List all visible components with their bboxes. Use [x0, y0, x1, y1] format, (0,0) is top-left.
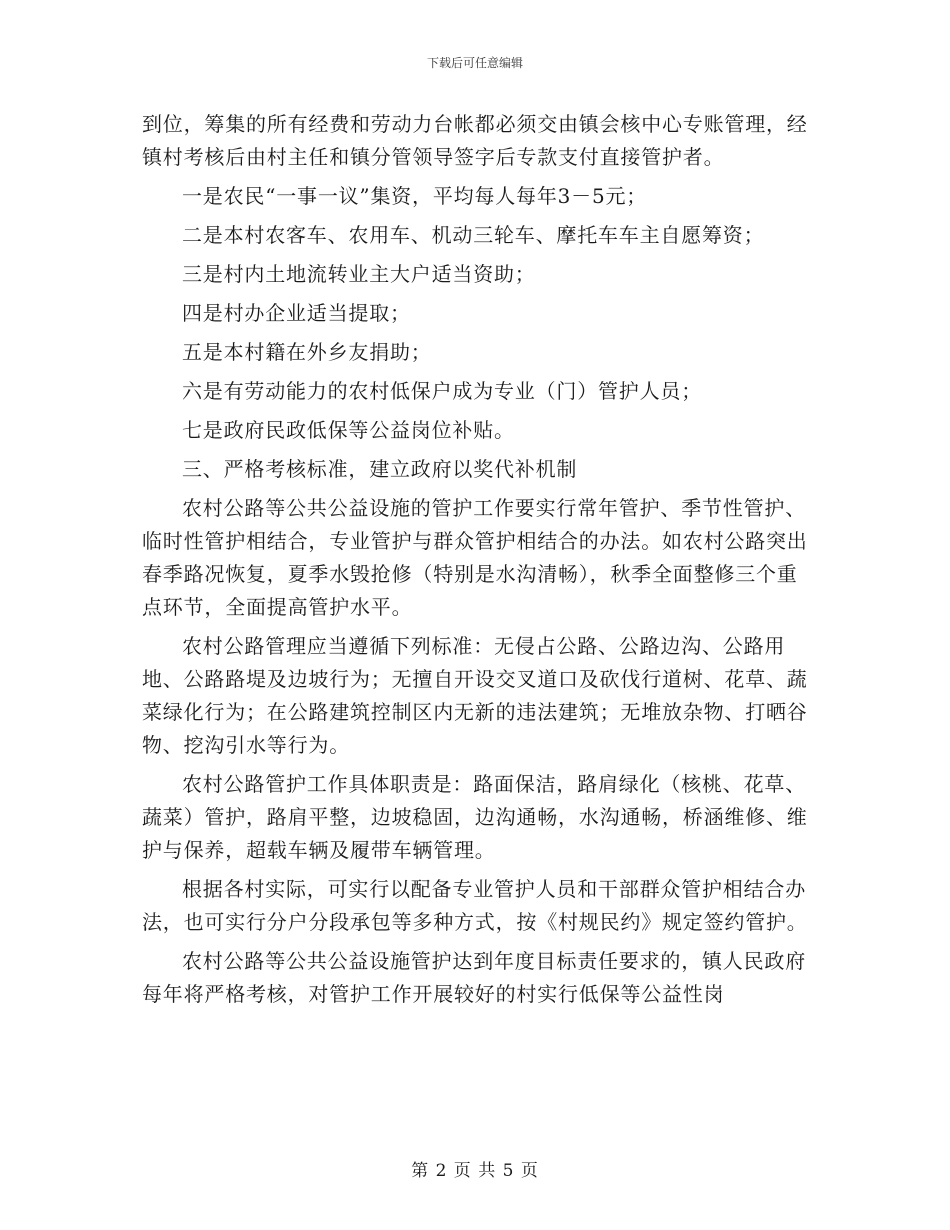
section-heading-assessment: 三、严格考核标准，建立政府以奖代补机制: [182, 457, 578, 481]
paragraph-annual-assessment: 农村公路等公共公益设施管护达到年度目标责任要求的，镇人民政府每年将严格考核，对管护工作开展较好的村实行低保等公益性岗: [142, 949, 806, 1006]
paragraph-management-standards: 农村公路管理应当遵循下列标准：无侵占公路、公路边沟、公路用地、公路路堤及边坡行为；无擅自开设交叉道口及砍伐行道树、花草、蔬菜绿化行为；在公路建筑控制区内无新的违法建筑；无堆放杂物、打晒谷物、挖沟引水等行为。: [142, 634, 808, 757]
page-number-footer: 第 2 页 共 5 页: [411, 1161, 539, 1181]
list-item-funding-7: 七是政府民政低保等公益岗位补贴。: [182, 418, 515, 442]
list-item-funding-1: 一是农民“一事一议”集资，平均每人每年3－5元；: [182, 184, 648, 208]
list-item-funding-6: 六是有劳动能力的农村低保户成为专业（门）管护人员；: [182, 379, 702, 403]
page-header-note: 下载后可任意编辑: [426, 56, 523, 70]
paragraph-duties: 农村公路管护工作具体职责是：路面保洁，路肩绿化（核桃、花草、蔬菜）管护，路肩平整，边坡稳固，边沟通畅，水沟通畅，桥涵维修、维护与保养，超载车辆及履带车辆管理。: [142, 772, 808, 862]
document-body: [142, 108, 810, 1011]
list-item-funding-3: 三是村内土地流转业主大户适当资助；: [182, 262, 536, 286]
list-item-funding-5: 五是本村籍在外乡友捐助；: [182, 340, 432, 364]
paragraph-implementation: 根据各村实际，可实行以配备专业管护人员和干部群众管护相结合办法，也可实行分户分段承包等多种方式，按《村规民约》规定签约管护。: [142, 877, 808, 934]
paragraph-maintenance-approach: 农村公路等公共公益设施的管护工作要实行常年管护、季节性管护、临时性管护相结合，专业管护与群众管护相结合的办法。如农村公路突出春季路况恢复，夏季水毁抢修（特别是水沟清畅），秋季全面整修三个重点环节，全面提高管护水平。: [142, 496, 808, 619]
list-item-funding-2: 二是本村农客车、农用车、机动三轮车、摩托车车主自愿筹资；: [182, 223, 765, 247]
list-item-funding-4: 四是村办企业适当提取；: [182, 301, 411, 325]
paragraph-funding-management: 到位，筹集的所有经费和劳动力台帐都必须交由镇会核中心专账管理，经镇村考核后由村主任和镇分管领导签字后专款支付直接管护者。: [142, 112, 808, 169]
